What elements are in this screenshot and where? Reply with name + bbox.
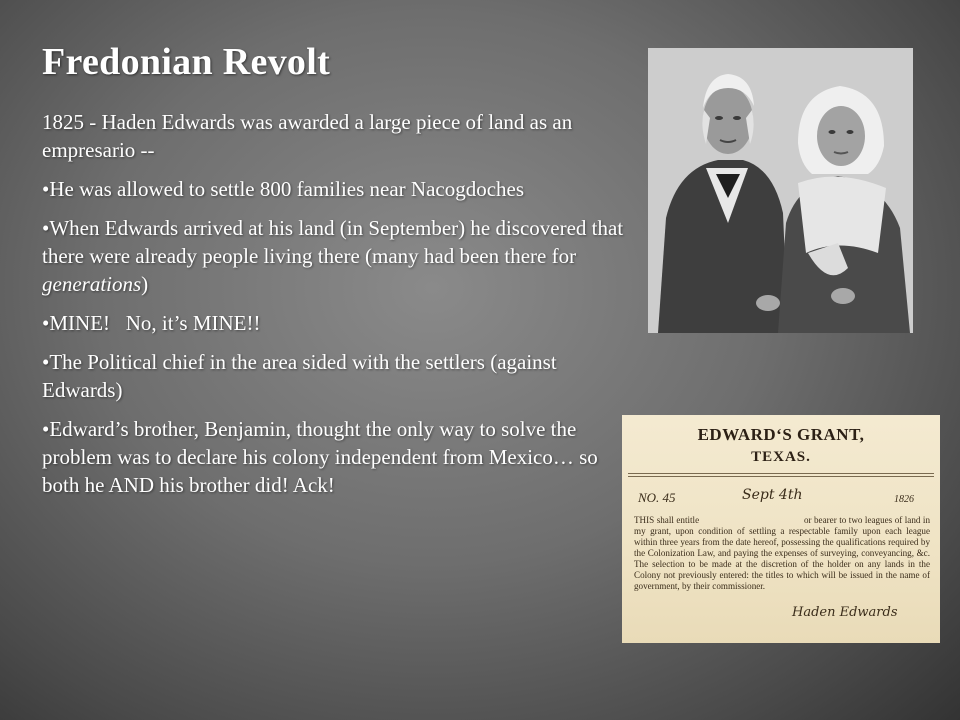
- bullet-families: [42, 175, 627, 203]
- slide-title: Fredonian Revolt: [42, 41, 331, 83]
- document-rule-bottom: [628, 476, 934, 477]
- couple-portrait-drawing: [648, 48, 913, 333]
- document-body: THIS shall entitle or bearer to two leagues of land in my grant, upon condition of settling a respectable family upon each league within three years from the date hereof, possessing the qualifications required by the Colonization Law, and paying the expenses of surveying, conveyancing, &c. The selection to be made at the discretion of the holder on any lands in the Colony not previously entered: the titles to which will be issued in the name of government, by their commissioner.: [634, 515, 933, 591]
- document-signature: Haden Edwards: [792, 605, 898, 620]
- bullet-benjamin: [42, 415, 627, 499]
- emphasis-text: generations: [42, 272, 142, 296]
- document-date: Sept 4th: [742, 487, 803, 503]
- intro-paragraph: 1825 - Haden Edwards was awarded a large piece of land as an empresario --: [42, 110, 573, 162]
- document-subheading: TEXAS.: [751, 449, 811, 465]
- bullet-text: He was allowed to settle 800 families near Nacogdoches: [49, 177, 525, 201]
- bullet-political-chief: [42, 348, 627, 404]
- document-heading: EDWARD‘S GRANT,: [697, 425, 865, 444]
- bullet-text-end: ): [141, 272, 149, 296]
- document-year: 1826: [894, 494, 914, 505]
- slide-body: [42, 108, 627, 510]
- document-number: NO. 45: [638, 490, 676, 505]
- bullet-text: The Political chief in the area sided with the settlers (against Edwards): [42, 350, 557, 402]
- bullet-mine: [42, 309, 627, 337]
- bullet-arrival: [42, 214, 627, 298]
- document-rule-top: [628, 473, 934, 474]
- bullet-text: When Edwards arrived at his land (in September) he discovered that there were already people living there (many had been there for: [42, 216, 624, 268]
- bullet-text: Edward’s brother, Benjamin, thought the only way to solve the problem was to declare his colony independent from Mexico… so both he AND his brother did! Ack!: [42, 417, 598, 497]
- bullet-text: MINE! No, it’s MINE!!: [49, 311, 261, 335]
- land-grant-document-image: [622, 415, 940, 643]
- couple-portrait-image: [648, 48, 913, 333]
